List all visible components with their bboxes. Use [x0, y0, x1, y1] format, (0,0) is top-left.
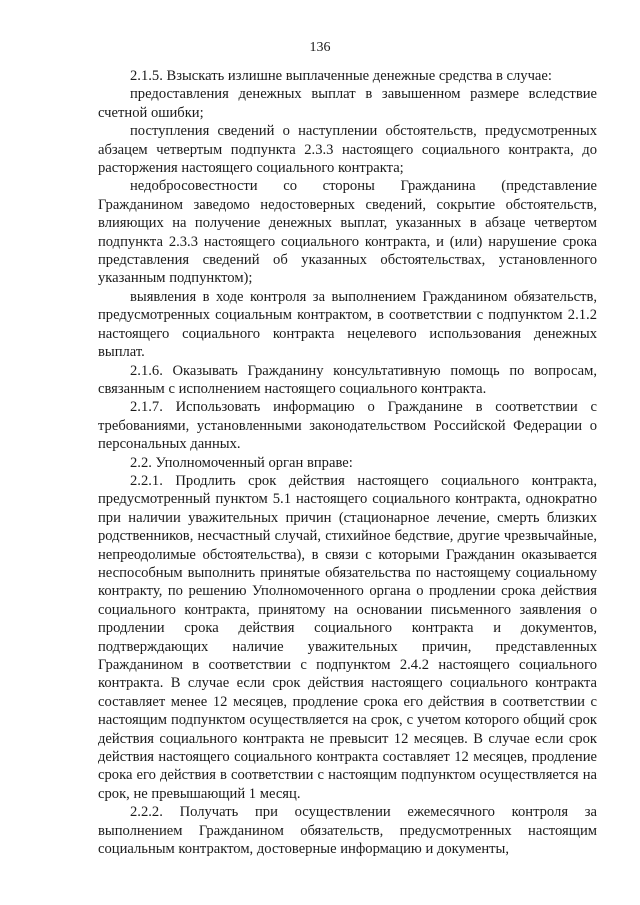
paragraph-2-1-5: 2.1.5. Взыскать излишне выплаченные денежные средства в случае: [130, 68, 552, 84]
paragraph-bad-faith: недобросовестности со стороны Гражданина (представление Гражданином заведомо недостоверных сведений, сокрытие обстоятельств, влияющих на получение денежных выплат, указанных в абзаце четвертом подпункта 2.3.3 настоящего социального контракта, и (или) нарушение срока представления сведений об указанных обстоятельствах, установленного указанным подпунктом); [98, 178, 597, 287]
paragraph-2-2-2: 2.2.2. Получать при осуществлении ежемесячного контроля за выполнением Гражданином обязательств, предусмотренных настоящим социальным контрактом, достоверные информацию и документы, [98, 804, 597, 858]
paragraph-2-2: 2.2. Уполномоченный орган вправе: [130, 454, 353, 471]
paragraph-misuse: выявления в ходе контроля за выполнением Гражданином обязательств, предусмотренных социальным контрактом, в соответствии с подпунктом 2.1.2 настоящего социального контракта нецелевого использования денежных выплат. [98, 288, 597, 361]
paragraph-2-2-1: 2.2.1. Продлить срок действия настоящего социального контракта, предусмотренный пунктом 5.1 настоящего социального контракта, однократно при наличии уважительных причин (стационарное лечение, смерть близких родственников, несчастный случай, стихийное бедствие, другие чрезвычайные, непреодолимые обстоятельства), в связи с которыми Гражданин оказывается неспособным выполнить принятые обязательства по настоящему социальному контракту, по решению Уполномоченного органа о продлении срока действия социального контракта, принятому на основании письменного заявления о продлении срока действия социального контракта и документов, подтверждающих наличие уважительных причин, представленных Гражданином в соответствии с подпунктом 2.4.2 настоящего социального контракта. В случае если срок действия настоящего социального контракта составляет менее 12 месяцев, продление срока его действия в соответствии с настоящим подпунктом осуществляется на срок, с учетом которого общий срок действия социального контракта не превысит 12 месяцев. В случае если срок действия настоящего социального контракта составляет 12 месяцев, продление срока его действия в соответствии с настоящим подпунктом осуществляется на срок, не превышающий 1 месяц. [98, 472, 597, 802]
page-number: 136 [309, 40, 331, 55]
paragraph-counting-error: предоставления денежных выплат в завышенном размере вследствие счетной ошибки; [98, 86, 597, 121]
paragraph-circumstances: поступления сведений о наступлении обстоятельств, предусмотренных абзацем четвертым подпункта 2.3.3 настоящего социального контракта, до расторжения настоящего социального контракта; [98, 123, 597, 177]
paragraph-2-1-7: 2.1.7. Использовать информацию о Гражданине в соответствии с требованиями, установленными законодательством Российской Федерации о персональных данных. [98, 399, 597, 453]
paragraph-2-1-6: 2.1.6. Оказывать Гражданину консультативную помощь по вопросам, связанным с исполнением настоящего социального контракта. [98, 362, 597, 397]
document-body [98, 67, 597, 858]
